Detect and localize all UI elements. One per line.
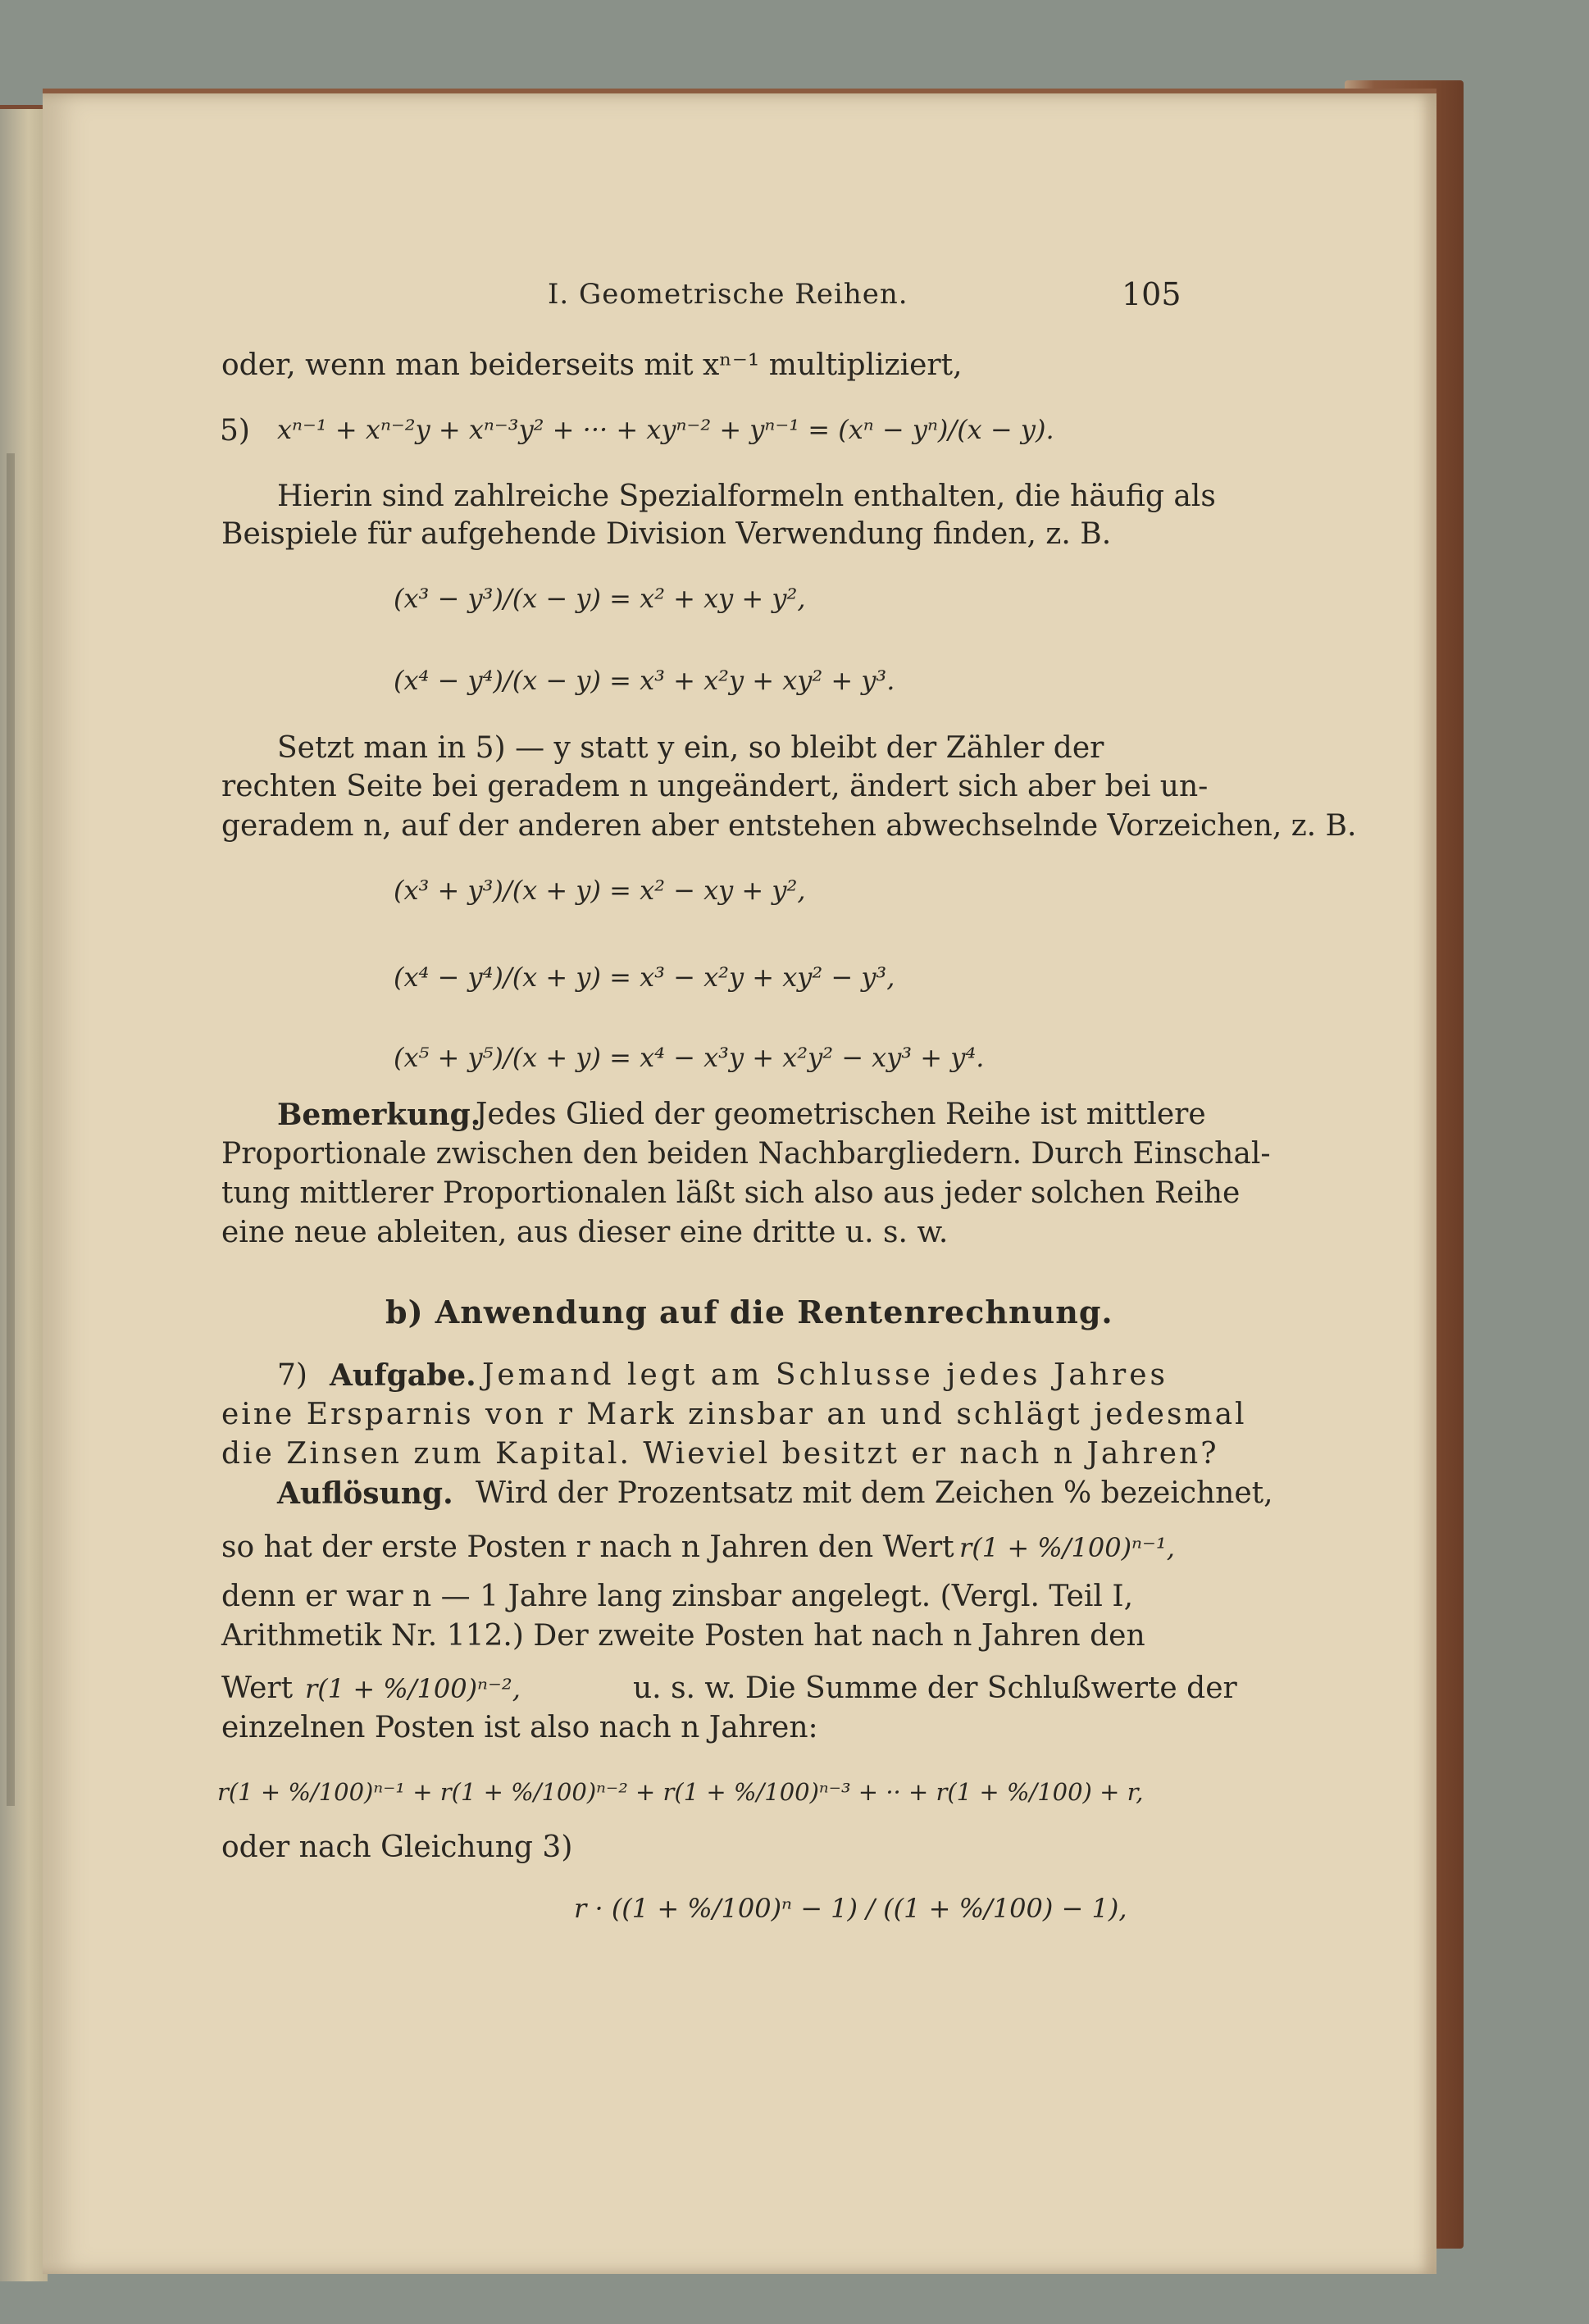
- text-line: Jedes Glied der geometrischen Reihe ist mittlere: [476, 1098, 1206, 1131]
- equation-5: xⁿ⁻¹ + xⁿ⁻²y + xⁿ⁻³y² + ··· + xyⁿ⁻² + yⁿ⁻¹ = (xⁿ − yⁿ)/(x − y).: [277, 414, 1054, 445]
- bemerkung-label: Bemerkung.: [277, 1098, 481, 1132]
- text-line: Proportionale zwischen den beiden Nachbargliedern. Durch Einschal-: [221, 1137, 1271, 1171]
- wert-label: Wert: [221, 1671, 294, 1705]
- formula-s1: (x³ + y³)/(x + y) = x² − xy + y²,: [394, 875, 806, 906]
- text-line: rechten Seite bei geradem n ungeändert, ändert sich aber bei un-: [221, 770, 1209, 803]
- equation-label: 5): [220, 414, 250, 448]
- text-line: so hat der erste Posten r nach n Jahren den Wert: [221, 1530, 954, 1564]
- text-line: oder, wenn man beiderseits mit xⁿ⁻¹ multipliziert,: [221, 348, 963, 382]
- aufgabe-label: Aufgabe.: [330, 1358, 476, 1393]
- text-line: tung mittlerer Proportionalen läßt sich also aus jeder solchen Reihe: [221, 1176, 1241, 1210]
- aufloesung-label: Auflösung.: [277, 1476, 453, 1511]
- aufgabe-number: 7): [277, 1358, 307, 1392]
- formula-result: r · ((1 + %/100)ⁿ − 1) / ((1 + %/100) − 1),: [574, 1893, 1127, 1924]
- running-header: I. Geometrische Reihen.: [548, 278, 908, 311]
- text-line: eine neue ableiten, aus dieser eine dritte u. s. w.: [221, 1216, 949, 1249]
- formula-w2: r(1 + %/100)ⁿ⁻²,: [305, 1673, 521, 1704]
- text-line: Arithmetik Nr. 112.) Der zweite Posten hat nach n Jahren den: [221, 1619, 1145, 1653]
- text-line: einzelnen Posten ist also nach n Jahren:: [221, 1711, 818, 1744]
- formula-d2: (x⁴ − y⁴)/(x − y) = x³ + x²y + xy² + y³.: [394, 665, 895, 696]
- formula-s2: (x⁴ − y⁴)/(x + y) = x³ − x²y + xy² − y³,: [394, 962, 895, 993]
- formula-s3: (x⁵ + y⁵)/(x + y) = x⁴ − x³y + x²y² − xy³ + y⁴.: [394, 1042, 985, 1073]
- text-line: die Zinsen zum Kapital. Wieviel besitzt er nach n Jahren?: [221, 1437, 1219, 1471]
- text-line: Beispiele für aufgehende Division Verwendung finden, z. B.: [221, 517, 1112, 551]
- text-line: Hierin sind zahlreiche Spezialformeln enthalten, die häufig als: [277, 480, 1216, 513]
- text-line: geradem n, auf der anderen aber entstehen abwechselnde Vorzeichen, z. B.: [221, 809, 1357, 843]
- text-line: Setzt man in 5) — y statt y ein, so bleibt der Zähler der: [277, 731, 1104, 765]
- text-line: Wird der Prozentsatz mit dem Zeichen % bezeichnet,: [476, 1476, 1273, 1510]
- text-line: oder nach Gleichung 3): [221, 1831, 573, 1864]
- formula-sum: r(1 + %/100)ⁿ⁻¹ + r(1 + %/100)ⁿ⁻² + r(1 + %/100)ⁿ⁻³ + ·· + r(1 + %/100) + r,: [217, 1778, 1144, 1806]
- section-heading: b) Anwendung auf die Rentenrechnung.: [385, 1294, 1113, 1330]
- text-line: u. s. w. Die Summe der Schlußwerte der: [633, 1671, 1237, 1705]
- text-line: eine Ersparnis von r Mark zinsbar an und schlägt jedesmal: [221, 1398, 1247, 1431]
- text-line: denn er war n — 1 Jahre lang zinsbar angelegt. (Vergl. Teil I,: [221, 1580, 1134, 1613]
- formula-d1: (x³ − y³)/(x − y) = x² + xy + y²,: [394, 583, 806, 614]
- page-number: 105: [1122, 276, 1182, 312]
- text-line: Jemand legt am Schlusse jedes Jahres: [482, 1358, 1169, 1392]
- formula-w1: r(1 + %/100)ⁿ⁻¹,: [959, 1532, 1175, 1563]
